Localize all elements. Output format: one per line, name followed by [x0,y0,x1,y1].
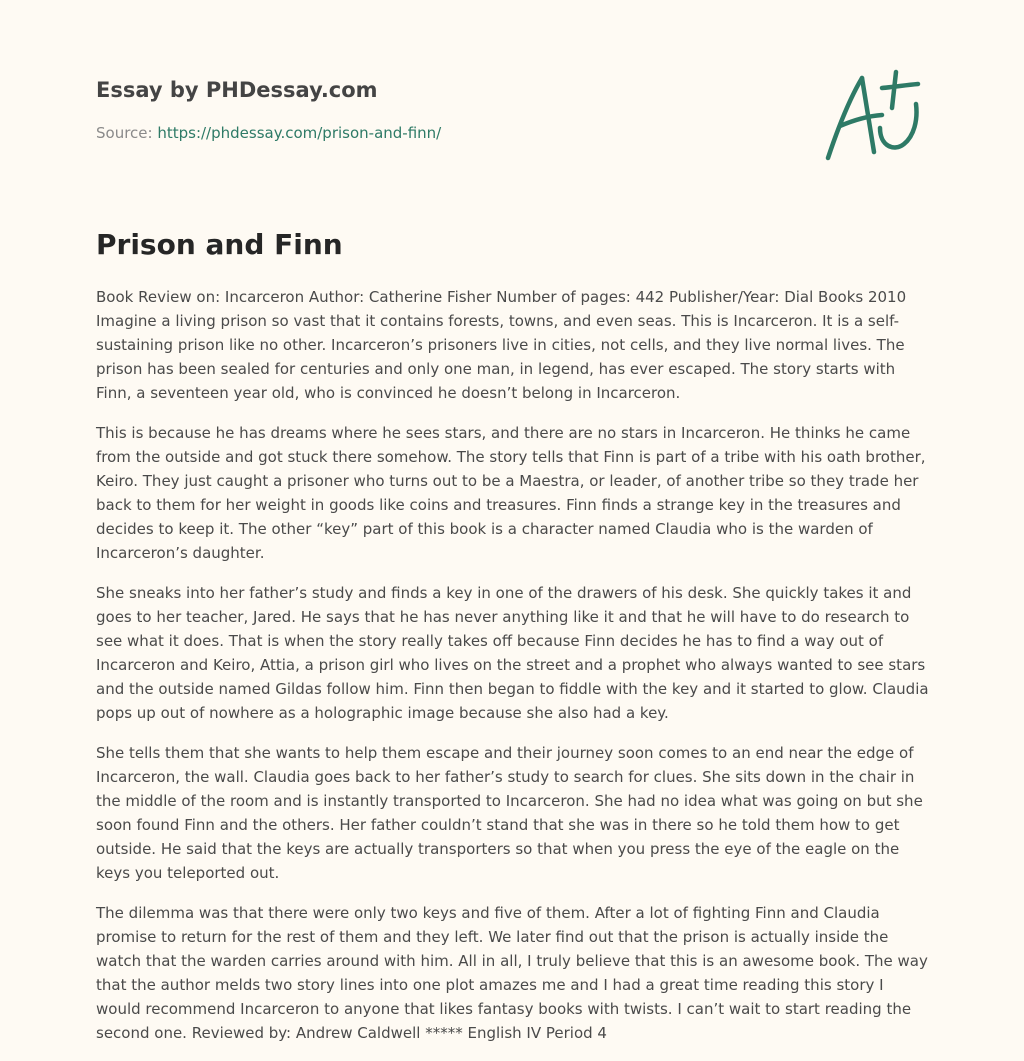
essay-paragraph: This is because he has dreams where he sees stars, and there are no stars in Incarceron. He thinks he came from the outside and got stuck there somehow. The story tells that Finn is part of a tribe with his oath brother, Keiro. They just caught a prisoner who turns out to be a Maestra, or leader, of another tribe so they trade her back to them for her weight in goods like coins and treasures. Finn finds a strange key in the treasures and decides to keep it. The other “key” part of this book is a character named Claudia who is the warden of Incarceron’s daughter. [96,424,926,562]
essay-paragraph: The dilemma was that there were only two keys and five of them. After a lot of fighting Finn and Claudia promise to return for the rest of them and they left. We later find out that the prison is actually inside the watch that the warden carries around with him. All in all, I truly believe that this is an awesome book. The way that the author melds two story lines into one plot amazes me and I had a great time reading this story I would recommend Incarceron to anyone that likes fantasy books with twists. I can’t wait to start reading the second one. Reviewed by: Andrew Caldwell ***** English IV Period 4 [96,904,928,1042]
source-label: Source: [96,124,158,142]
site-brand: Essay by PHDessay.com [96,78,378,102]
page-header [96,0,930,190]
essay-body [96,285,930,1061]
a-plus-logo-icon [824,68,924,164]
essay-paragraph: Book Review on: Incarceron Author: Catherine Fisher Number of pages: 442 Publisher/Year: Dial Books 2010 Imagine a living prison so vast that it contains forests, towns, and even seas. This is Incarceron. It is a self-sustaining prison like no other. Incarceron’s prisoners live in cities, not cells, and they live normal lives. The prison has been sealed for centuries and only one man, in legend, has ever escaped. The story starts with Finn, a seventeen year old, who is convinced he doesn’t belong in Incarceron. [96,288,907,402]
source-line [96,123,441,143]
source-link[interactable]: https://phdessay.com/prison-and-finn/ [157,124,442,142]
essay-paragraph: She tells them that she wants to help them escape and their journey soon comes to an end near the edge of Incarceron, the wall. Claudia goes back to her father’s study to search for clues. She sits down in the chair in the middle of the room and is instantly transported to Incarceron. She had no idea what was going on but she soon found Finn and the others. Her father couldn’t stand that she was in there so he told them how to get outside. He said that the keys are actually transporters so that when you press the eye of the eagle on the keys you teleported out. [96,744,923,882]
essay-paragraph: She sneaks into her father’s study and finds a key in one of the drawers of his desk. She quickly takes it and goes to her teacher, Jared. He says that he has never anything like it and that he will have to do research to see what it does. That is when the story really takes off because Finn decides he has to find a way out of Incarceron and Keiro, Attia, a prison girl who lives on the street and a prophet who always wanted to see stars and the outside named Gildas follow him. Finn then began to fiddle with the key and it started to glow. Claudia pops up out of nowhere as a holographic image because she also had a key. [96,584,929,722]
essay-title: Prison and Finn [96,228,343,261]
essay-page [96,0,930,1060]
